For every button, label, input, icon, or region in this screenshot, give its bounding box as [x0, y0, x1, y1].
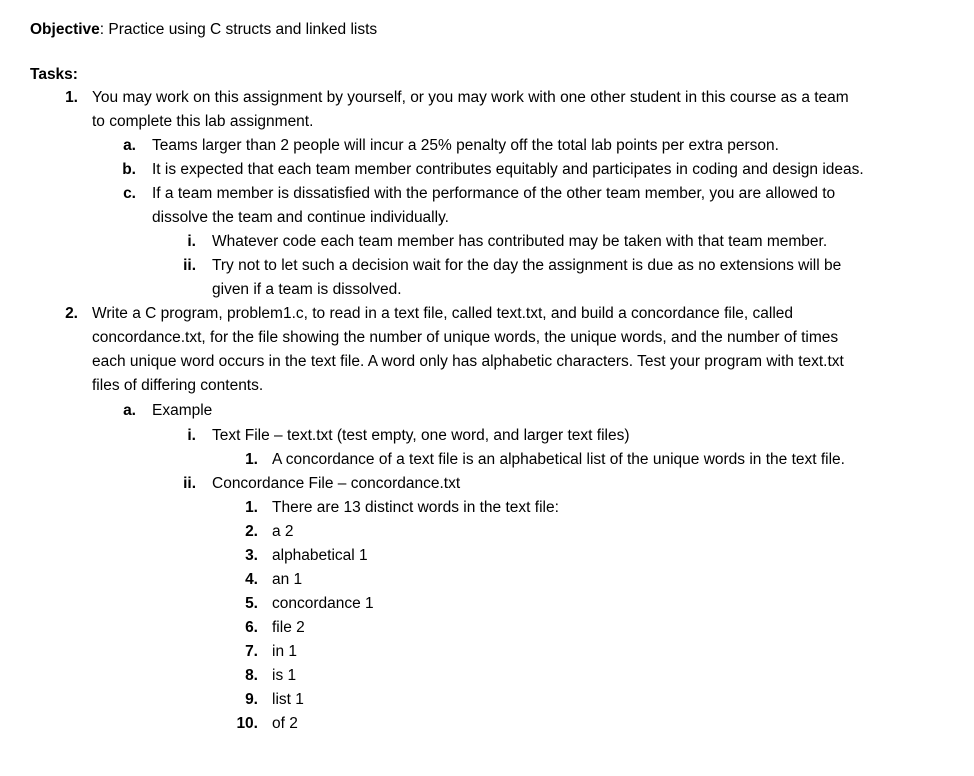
output-item-number: 7.	[245, 643, 258, 660]
task-1a-text: Teams larger than 2 people will incur a 25% penalty off the total lab points per extra person.	[152, 137, 779, 154]
output-item-text: file 2	[272, 619, 305, 636]
output-item-number: 4.	[245, 571, 258, 588]
output-item-text: in 1	[272, 643, 297, 660]
task-1a-marker: a.	[123, 137, 136, 154]
task-1-line-2: to complete this lab assignment.	[92, 113, 314, 130]
task-1b-text: It is expected that each team member contributes equitably and participates in coding and design ideas.	[152, 161, 864, 178]
task-1ci-marker: i.	[187, 233, 196, 250]
task-2-line-3: each unique word occurs in the text file. A word only has alphabetic characters. Test your program with text.txt	[92, 353, 844, 370]
output-item-number: 1.	[245, 499, 258, 516]
task-2ai-marker: i.	[187, 427, 196, 444]
task-2-number: 2.	[65, 305, 78, 322]
task-1-line-1: You may work on this assignment by yourself, or you may work with one other student in this course as a team	[92, 89, 849, 106]
output-item-number: 10.	[236, 715, 258, 732]
output-item-number: 8.	[245, 667, 258, 684]
task-2ai1-text: A concordance of a text file is an alphabetical list of the unique words in the text file.	[272, 451, 845, 468]
output-item-text: of 2	[272, 715, 298, 732]
objective-line	[30, 20, 377, 40]
task-1cii-marker: ii.	[183, 257, 196, 274]
task-1cii-line-2: given if a team is dissolved.	[212, 281, 402, 298]
output-item-number: 3.	[245, 547, 258, 564]
output-item-number: 2.	[245, 523, 258, 540]
output-item-text: There are 13 distinct words in the text file:	[272, 499, 559, 516]
task-1cii-line-1: Try not to let such a decision wait for the day the assignment is due as no extensions will be	[212, 257, 842, 274]
task-2-line-1: Write a C program, problem1.c, to read in a text file, called text.txt, and build a concordance file, called	[92, 305, 794, 322]
task-2aii-marker: ii.	[183, 475, 196, 492]
task-2-line-2: concordance.txt, for the file showing the number of unique words, the unique words, and the number of times	[92, 329, 839, 346]
output-item-text: alphabetical 1	[272, 547, 368, 564]
task-2ai-text: Text File – text.txt (test empty, one word, and larger text files)	[212, 427, 630, 444]
task-2aii-text: Concordance File – concordance.txt	[212, 475, 461, 492]
output-item-number: 5.	[245, 595, 258, 612]
output-item-text: an 1	[272, 571, 303, 588]
objective-text: : Practice using C structs and linked lists	[99, 21, 378, 38]
task-1-number: 1.	[65, 89, 78, 106]
task-1ci-text: Whatever code each team member has contributed may be taken with that team member.	[212, 233, 828, 250]
tasks-heading: Tasks:	[30, 66, 78, 83]
output-item-number: 6.	[245, 619, 258, 636]
objective-label: Objective	[30, 21, 100, 38]
task-1c-line-1: If a team member is dissatisfied with the performance of the other team member, you are allowed to	[152, 185, 836, 202]
task-2a-marker: a.	[123, 402, 136, 419]
task-1c-line-2: dissolve the team and continue individually.	[152, 209, 449, 226]
output-item-text: concordance 1	[272, 595, 374, 612]
task-2-line-4: files of differing contents.	[92, 377, 264, 394]
task-1b-marker: b.	[122, 161, 136, 178]
output-item-number: 9.	[245, 691, 258, 708]
task-1c-marker: c.	[123, 185, 136, 202]
output-item-text: a 2	[272, 523, 294, 540]
output-item-text: list 1	[272, 691, 304, 708]
output-item-text: is 1	[272, 667, 297, 684]
task-2ai1-marker: 1.	[245, 451, 258, 468]
task-2a-text: Example	[152, 402, 213, 419]
